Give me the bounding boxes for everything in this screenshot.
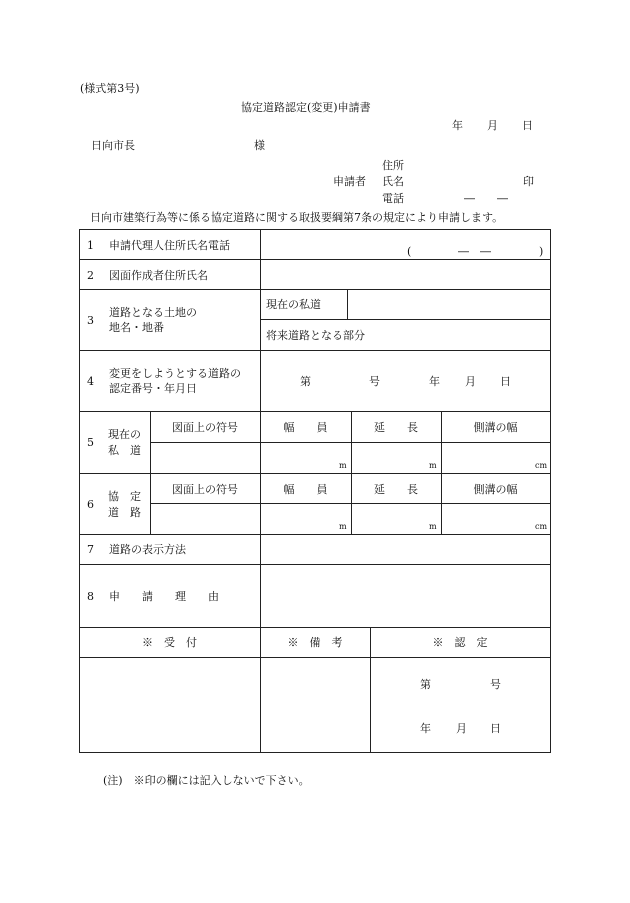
row4-go: 号	[369, 375, 380, 388]
row1-phone-close: )	[539, 245, 544, 258]
remarks-header: ※ 備 考	[287, 636, 343, 649]
approval-go: 号	[490, 678, 501, 691]
row2-number: 2	[87, 269, 94, 282]
row2-label: 図面作成者住所氏名	[109, 269, 208, 282]
applicant-phone-label: 電話	[382, 192, 404, 205]
date-year-label: 年	[452, 119, 463, 132]
row1-phone-open: (	[407, 245, 412, 258]
row6-width-header: 幅 員	[283, 483, 328, 496]
approval-day: 日	[490, 722, 501, 735]
row8-label: 申 請 理 由	[109, 590, 219, 603]
row8-number: 8	[87, 590, 94, 603]
applicant-phone-dashes: ― ―	[464, 192, 508, 205]
row4-label-line1: 変更をしようとする道路の	[109, 367, 241, 380]
row4-day: 日	[500, 375, 511, 388]
row4-label-line2: 認定番号・年月日	[109, 382, 197, 395]
row7-number: 7	[87, 543, 94, 556]
row6-length-header: 延 長	[374, 483, 418, 496]
row4-month: 月	[465, 375, 476, 388]
row6-length-unit: m	[429, 522, 437, 531]
row4-number: 4	[87, 375, 94, 388]
row6-width-unit: m	[339, 522, 347, 531]
row3-label-line2: 地名・地番	[109, 321, 164, 334]
row5-ditch-unit: cm	[535, 461, 548, 470]
applicant-address-label: 住所	[382, 159, 404, 172]
row3-number: 3	[87, 314, 94, 327]
intro-text: 日向市建築行為等に係る協定道路に関する取扱要綱第7条の規定により申請します。	[90, 211, 504, 224]
row1-label: 申請代理人住所氏名電話	[109, 239, 230, 252]
row6-label-line1: 協 定	[108, 490, 141, 503]
applicant-name-label: 氏名	[382, 175, 404, 188]
approval-header: ※ 認 定	[432, 636, 488, 649]
approval-year: 年	[420, 722, 431, 735]
reception-header: ※ 受 付	[142, 636, 197, 649]
row1-number: 1	[87, 239, 94, 252]
row6-label-line2: 道 路	[108, 506, 141, 519]
form-number: (様式第3号)	[80, 82, 140, 95]
addressee-honorific: 様	[254, 139, 265, 152]
footnote: (注) ※印の欄には記入しないで下さい。	[103, 774, 310, 787]
seal-mark: 印	[523, 175, 534, 188]
row5-length-unit: m	[429, 461, 437, 470]
row5-label-line2: 私 道	[108, 444, 141, 457]
row6-symbol-header: 図面上の符号	[172, 483, 238, 496]
page-title: 協定道路認定(変更)申請書	[241, 101, 371, 114]
row3-future-road-part: 将来道路となる部分	[266, 329, 365, 342]
row6-ditch-unit: cm	[535, 522, 548, 531]
row5-label-line1: 現在の	[108, 428, 141, 441]
row4-year: 年	[429, 375, 440, 388]
approval-dai: 第	[420, 678, 431, 691]
row3-current-private-road: 現在の私道	[266, 298, 321, 311]
row6-number: 6	[87, 498, 94, 511]
approval-month: 月	[456, 722, 467, 735]
row4-dai: 第	[300, 375, 311, 388]
row3-label-line1: 道路となる土地の	[109, 306, 197, 319]
date-day-label: 日	[522, 119, 533, 132]
row7-label: 道路の表示方法	[109, 543, 186, 556]
row5-width-header: 幅 員	[283, 421, 328, 434]
row5-number: 5	[87, 436, 94, 449]
date-month-label: 月	[487, 119, 498, 132]
applicant-label: 申請者	[333, 175, 366, 188]
row5-ditch-header: 側溝の幅	[473, 421, 518, 434]
row5-length-header: 延 長	[374, 421, 418, 434]
row5-width-unit: m	[339, 461, 347, 470]
row1-phone-dashes: ― ―	[458, 245, 491, 258]
addressee-name: 日向市長	[91, 139, 135, 152]
row6-ditch-header: 側溝の幅	[473, 483, 518, 496]
row5-symbol-header: 図面上の符号	[172, 421, 238, 434]
